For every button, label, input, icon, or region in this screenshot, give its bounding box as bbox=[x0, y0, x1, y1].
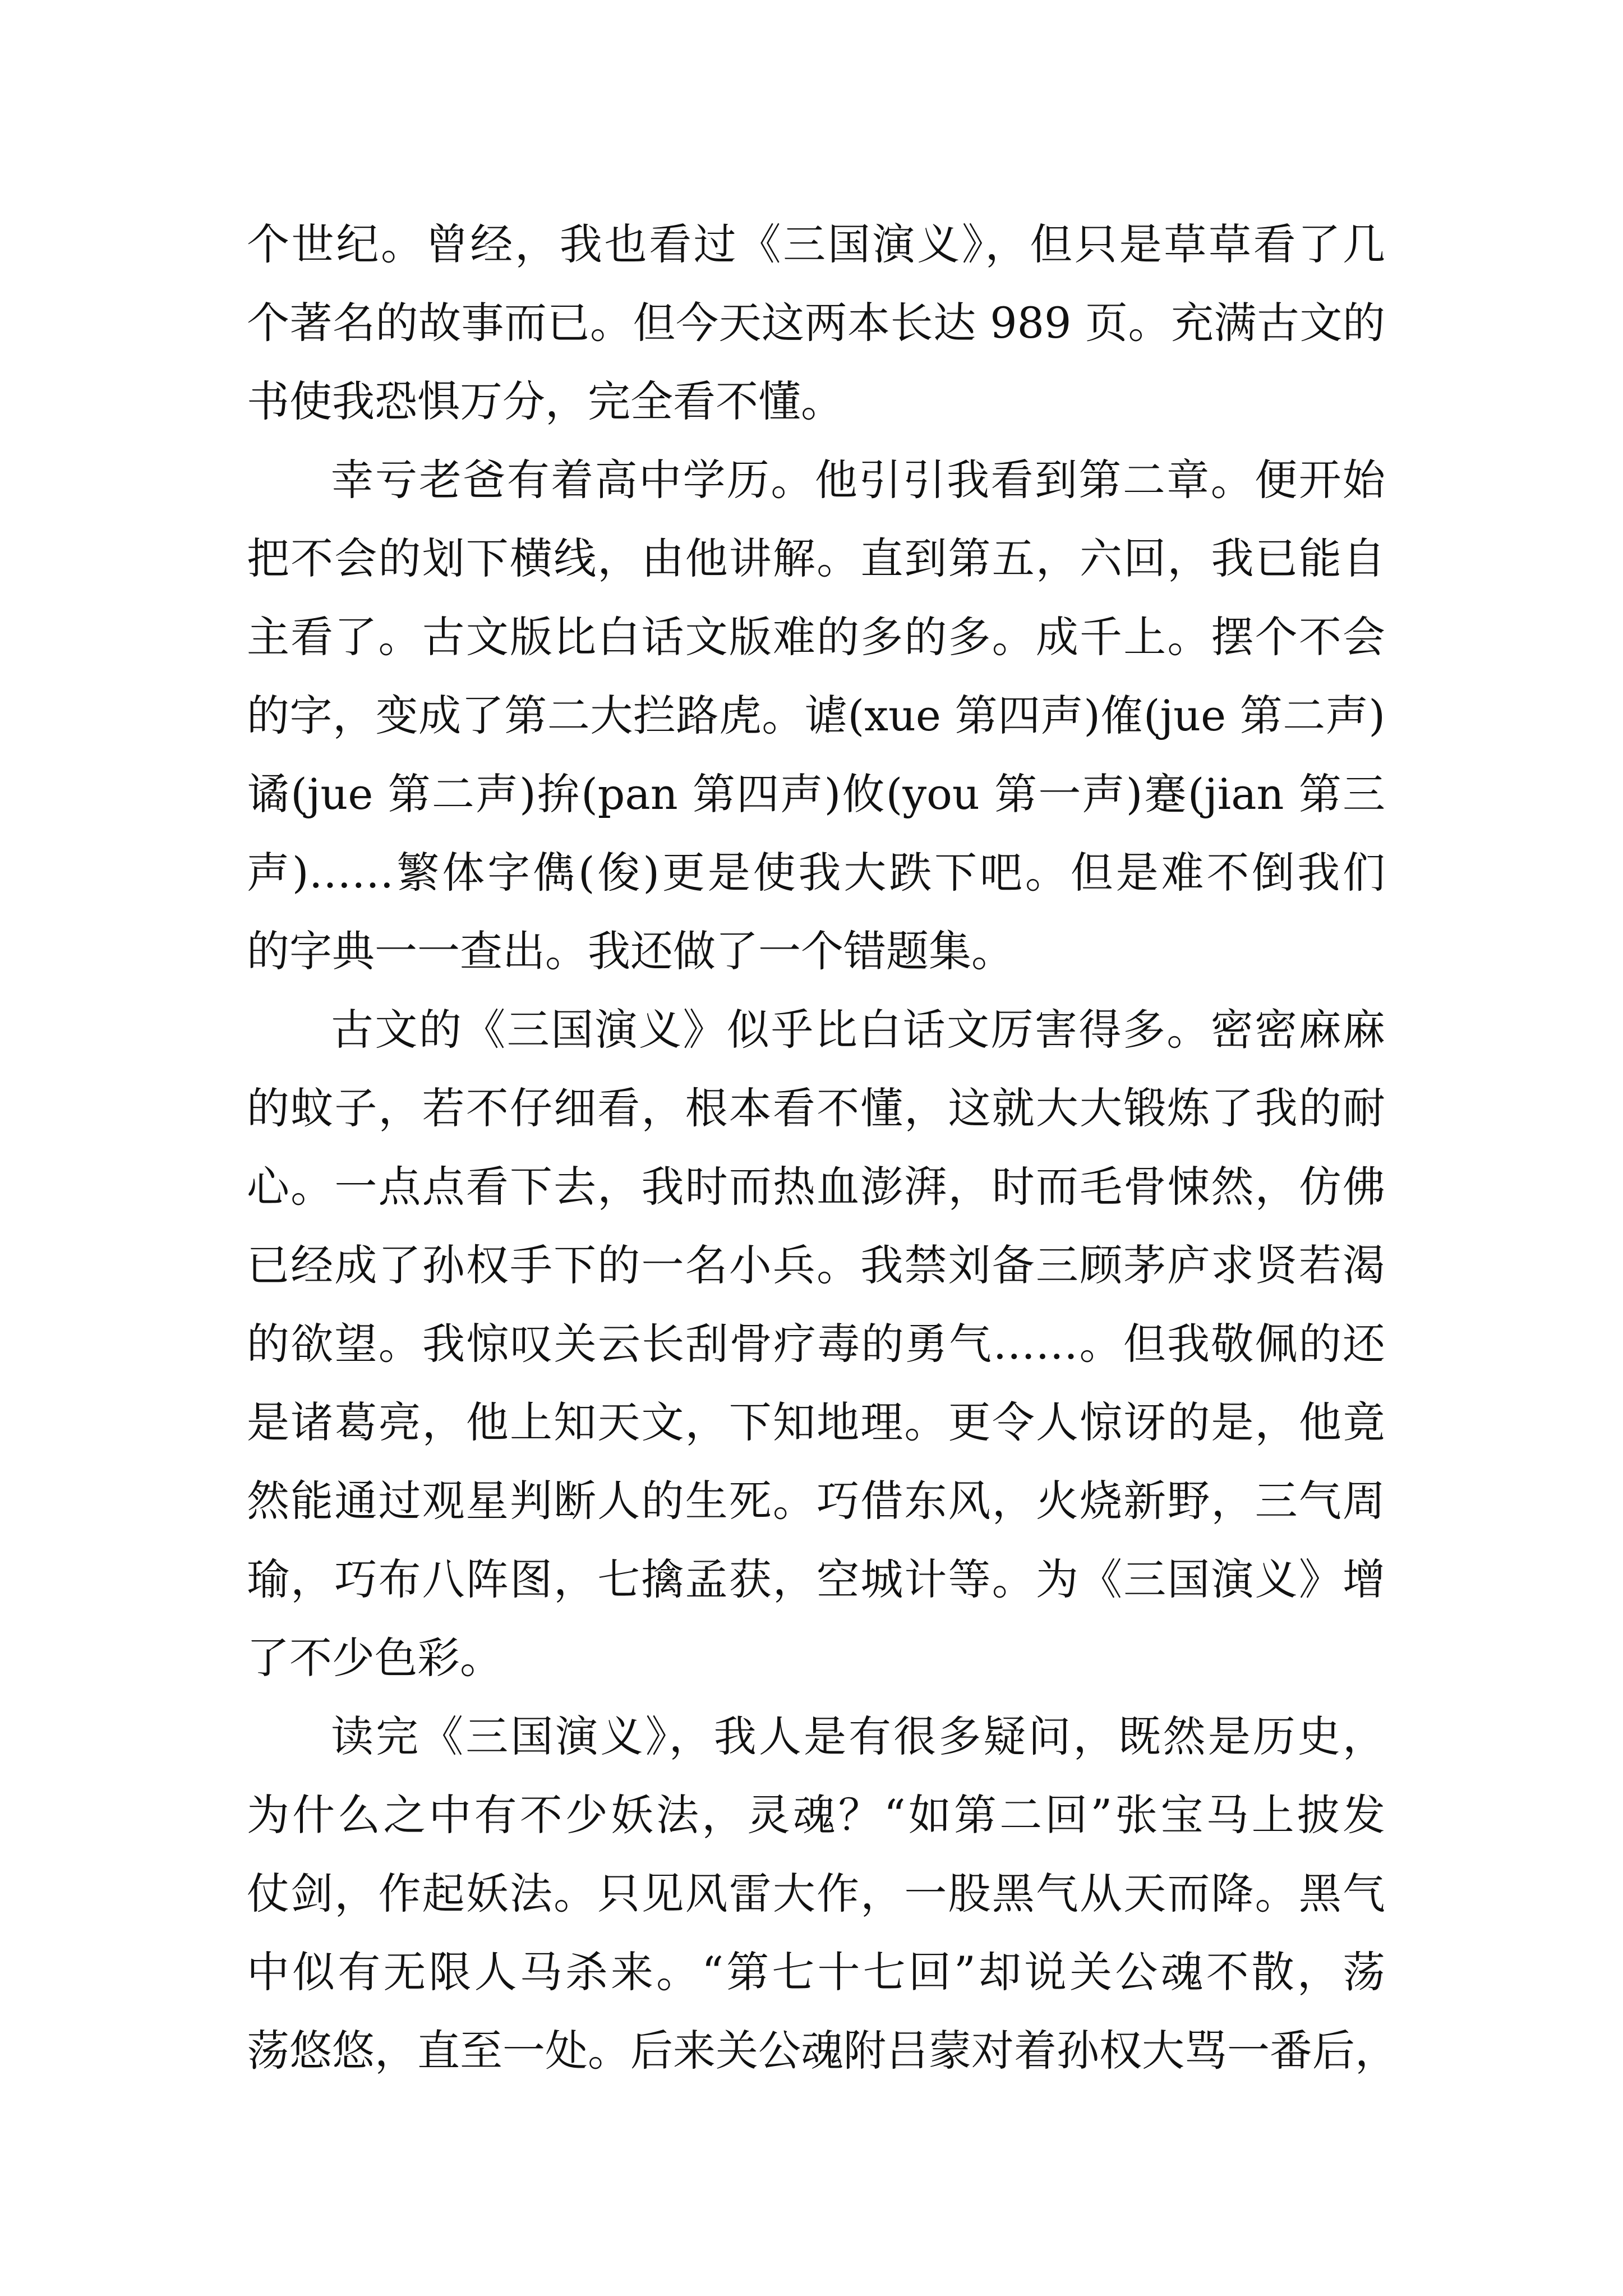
text-line-17: 然能通过观星判断人的生死。巧借东风，火烧新野，三气周 bbox=[247, 1476, 1385, 1526]
text-line-13: 心。一点点看下去，我时而热血澎湃，时而毛骨悚然，仿佛 bbox=[247, 1162, 1385, 1212]
text-line-16: 是诸葛亮，他上知天文，下知地理。更令人惊讶的是，他竟 bbox=[247, 1397, 1385, 1447]
text-line-7: 的字，变成了第二大拦路虎。谑(xue 第四声)傕(jue 第二声) bbox=[247, 691, 1385, 740]
text-line-20: 读完《三国演义》，我人是有很多疑问，既然是历史， bbox=[331, 1711, 1385, 1761]
text-line-2: 个著名的故事而已。但今天这两本长达 989 页。充满古文的 bbox=[247, 298, 1385, 348]
text-line-11: 古文的《三国演义》似乎比白话文厉害得多。密密麻麻 bbox=[331, 1005, 1385, 1055]
text-line-23: 中似有无限人马杀来。“第七十七回”却说关公魂不散，荡 bbox=[247, 1947, 1385, 1997]
text-line-8: 谲(jue 第二声)拚(pan 第四声)攸(you 第一声)蹇(jian 第三 bbox=[247, 769, 1385, 819]
text-line-14: 已经成了孙权手下的一名小兵。我禁刘备三顾茅庐求贤若渴 bbox=[247, 1240, 1385, 1290]
text-line-1: 个世纪。曾经，我也看过《三国演义》，但只是草草看了几 bbox=[247, 219, 1385, 269]
text-line-3: 书使我恐惧万分，完全看不懂。 bbox=[247, 376, 843, 426]
text-line-4: 幸亏老爸有着高中学历。他引引我看到第二章。便开始 bbox=[331, 455, 1385, 505]
text-line-22: 仗剑，作起妖法。只见风雷大作，一股黑气从天而降。黑气 bbox=[247, 1869, 1385, 1918]
text-line-15: 的欲望。我惊叹关云长刮骨疗毒的勇气……。但我敬佩的还 bbox=[247, 1319, 1385, 1369]
text-line-12: 的蚊子，若不仔细看，根本看不懂，这就大大锻炼了我的耐 bbox=[247, 1083, 1385, 1133]
text-line-19: 了不少色彩。 bbox=[247, 1633, 502, 1683]
text-line-24: 荡悠悠，直至一处。后来关公魂附吕蒙对着孙权大骂一番后， bbox=[247, 2026, 1398, 2076]
text-line-18: 瑜，巧布八阵图，七擒孟获，空城计等。为《三国演义》增 bbox=[247, 1554, 1385, 1604]
text-line-9: 声)……繁体字儁(俊)更是使我大跌下吧。但是难不倒我们 bbox=[247, 848, 1385, 898]
text-line-21: 为什么之中有不少妖法，灵魂？“如第二回”张宝马上披发 bbox=[247, 1790, 1385, 1840]
text-line-10: 的字典一一查出。我还做了一个错题集。 bbox=[247, 926, 1014, 976]
text-line-5: 把不会的划下横线，由他讲解。直到第五，六回，我已能自 bbox=[247, 533, 1385, 583]
text-line-6: 主看了。古文版比白话文版难的多的多。成千上。摆个不会 bbox=[247, 612, 1385, 662]
